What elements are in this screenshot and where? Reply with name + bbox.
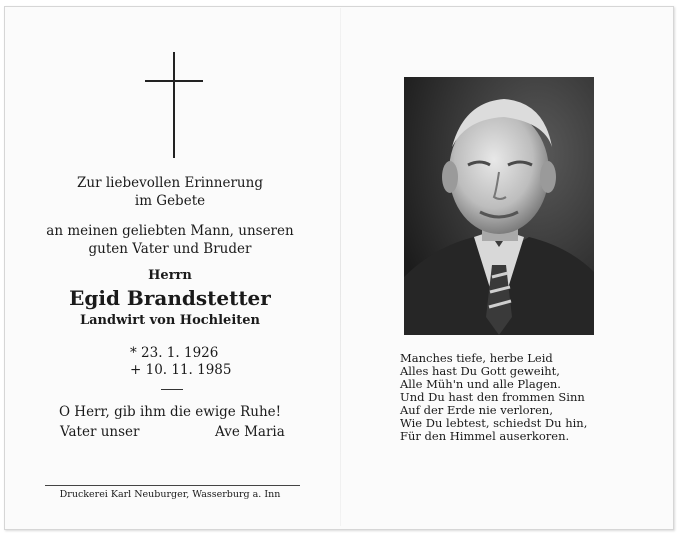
left-panel (0, 0, 340, 537)
printer-rule (45, 485, 300, 486)
intro-line: Zur liebevollen Erinnerung (77, 175, 263, 191)
poem-line: Alles hast Du Gott geweiht, (400, 364, 560, 378)
prayer-ave-maria: Ave Maria (215, 424, 285, 440)
memorial-poem (400, 352, 587, 443)
death-date: + 10. 11. 1985 (130, 362, 232, 378)
poem-line: Alle Müh'n und alle Plagen. (400, 377, 561, 391)
card-fold (340, 8, 341, 526)
birth-date: * 23. 1. 1926 (130, 345, 219, 361)
occupation: Landwirt von Hochleiten (79, 313, 260, 328)
divider-dash (161, 389, 183, 390)
prayer-vater-unser: Vater unser (60, 424, 140, 440)
poem-line: Für den Himmel auserkoren. (400, 429, 570, 443)
deceased-name: Egid Brandstetter (69, 286, 271, 310)
dedication-line: an meinen geliebten Mann, unseren (46, 223, 294, 239)
dedication-line: guten Vater und Bruder (88, 241, 252, 257)
poem-line: Wie Du lebtest, schiedst Du hin, (400, 416, 588, 430)
portrait-photo (404, 77, 594, 335)
intro-line: im Gebete (134, 193, 206, 209)
prayer-line: O Herr, gib ihm die ewige Ruhe! (58, 404, 282, 420)
cross-icon (145, 52, 205, 160)
poem-line: Manches tiefe, herbe Leid (400, 351, 553, 365)
poem-line: Auf der Erde nie verloren, (400, 403, 553, 417)
poem-line: Und Du hast den frommen Sinn (400, 390, 585, 404)
honorific: Herrn (148, 268, 192, 283)
printer-credit: Druckerei Karl Neuburger, Wasserburg a. Inn (59, 489, 281, 500)
